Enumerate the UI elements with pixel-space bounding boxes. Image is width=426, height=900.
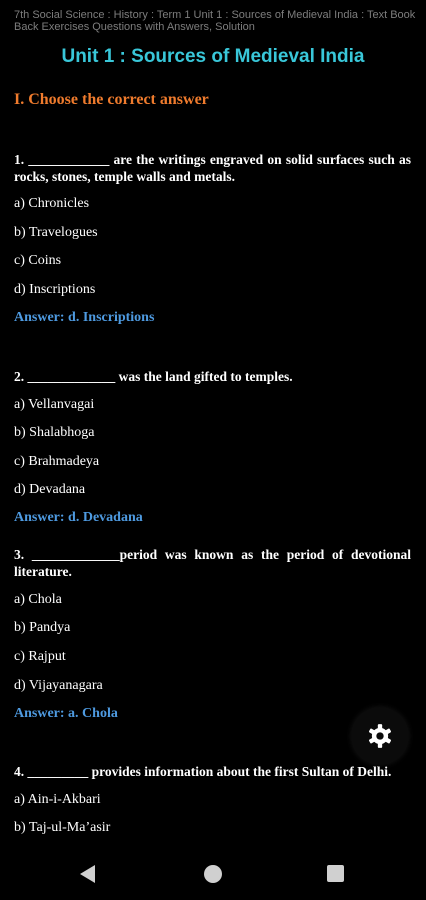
q3-option-d: d) Vijayanagara — [14, 678, 103, 693]
section-heading: I. Choose the correct answer — [14, 91, 209, 108]
page-title: Unit 1 : Sources of Medieval India — [61, 46, 365, 67]
q4-option-b: b) Taj-ul-Ma’asir — [14, 820, 111, 835]
q2-answer: Answer: d. Devadana — [14, 510, 143, 525]
q4-option-a: a) Ain-i-Akbari — [14, 792, 101, 807]
recents-square-icon[interactable] — [327, 865, 344, 882]
back-triangle-icon[interactable] — [80, 865, 95, 883]
question-4: 4. _________ provides information about the first Sultan of Delhi. — [14, 764, 392, 779]
q3-option-a: a) Chola — [14, 592, 62, 607]
breadcrumb: 7th Social Science : History : Term 1 Unit 1 : Sources of Medieval India : Text Book Back Exercises Questions with Answers, Solution — [14, 9, 416, 33]
home-circle-icon[interactable] — [204, 865, 222, 883]
q1-option-a: a) Chronicles — [14, 196, 90, 211]
q2-option-c: c) Brahmadeya — [14, 454, 100, 469]
q1-option-d: d) Inscriptions — [14, 282, 96, 297]
navigation-bar — [0, 845, 426, 900]
q1-option-b: b) Travelogues — [14, 225, 98, 240]
q2-option-a: a) Vellanvagai — [14, 397, 95, 412]
q3-option-c: c) Rajput — [14, 649, 66, 664]
question-3: 3. _____________period was known as the period of devotional literature. — [14, 547, 411, 579]
q1-option-c: c) Coins — [14, 253, 62, 268]
settings-gear-icon — [367, 723, 393, 749]
q3-option-b: b) Pandya — [14, 620, 71, 635]
q3-answer: Answer: a. Chola — [14, 706, 118, 721]
question-2: 2. _____________ was the land gifted to temples. — [14, 369, 293, 384]
q1-answer: Answer: d. Inscriptions — [14, 310, 155, 325]
q2-option-b: b) Shalabhoga — [14, 425, 95, 440]
settings-button[interactable] — [351, 707, 409, 765]
question-1: 1. ____________ are the writings engraved on solid surfaces such as rocks, stones, temple walls and metals. — [14, 152, 411, 184]
q2-option-d: d) Devadana — [14, 482, 86, 497]
